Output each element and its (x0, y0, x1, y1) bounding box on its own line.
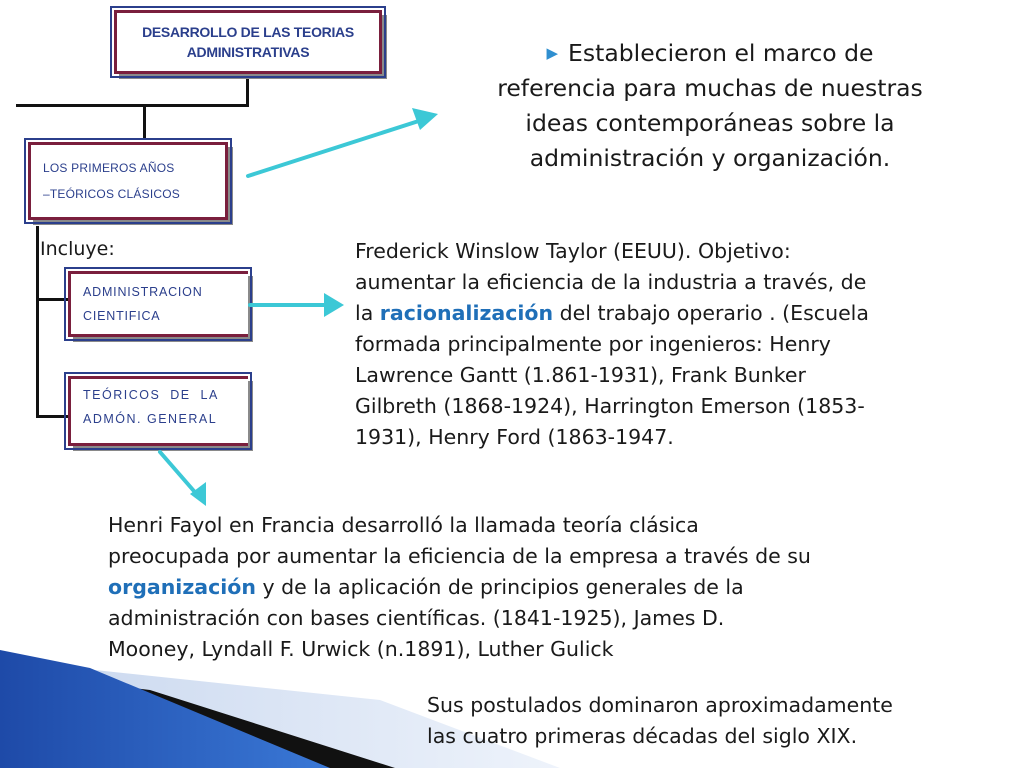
arrow-to-bullet (248, 118, 428, 176)
general-box-line2: ADMÓN. GENERAL (83, 412, 218, 426)
taylor-line3 (355, 298, 1015, 329)
title-box-line2: ADMINISTRATIVAS (186, 44, 310, 60)
taylor-line1: Frederick Winslow Taylor (EEUU). Objetivo: (355, 239, 791, 263)
taylor-line6: Gilbreth (1868-1924), Harrington Emerson (1853- (355, 394, 865, 418)
bullet-line1 (440, 36, 980, 71)
fayol-line3-post: y de la aplicación de principios generales de la (255, 575, 744, 599)
includes-label: Incluye: (40, 238, 115, 260)
bullet-line2: referencia para muchas de nuestras (497, 74, 923, 102)
science-box-line2: CIENTIFICA (83, 309, 161, 323)
highlight-organizacion: organización (108, 575, 256, 599)
arrowhead-to-bullet (412, 108, 438, 130)
early-box-line2: –TEÓRICOS CLÁSICOS (43, 187, 180, 201)
arrowhead-to-taylor (324, 293, 344, 317)
fayol-line4: administración con bases científicas. (1841-1925), James D. (108, 606, 725, 630)
highlight-racionalizacion: racionalización (379, 301, 554, 325)
taylor-line4: formada principalmente por ingenieros: Henry (355, 332, 831, 356)
taylor-line7: 1931), Henry Ford (1863-1947. (355, 425, 674, 449)
taylor-line3-post: del trabajo operario . (Escuela (553, 301, 869, 325)
footer-line1: Sus postulados dominaron aproximadamente (427, 693, 893, 717)
fayol-line5: Mooney, Lyndall F. Urwick (n.1891), Luther Gulick (108, 637, 614, 661)
title-box-line1: DESARROLLO DE LAS TEORIAS (142, 24, 354, 40)
fayol-line1: Henri Fayol en Francia desarrolló la llamada teoría clásica (108, 513, 699, 537)
fayol-line2: preocupada por aumentar la eficiencia de la empresa a través de su (108, 544, 811, 568)
bullet-paragraph (440, 36, 980, 176)
bullet-line1-text: Establecieron el marco de (568, 39, 874, 67)
footer-line2: las cuatro primeras décadas del siglo XIX. (427, 724, 858, 748)
early-box-line1: LOS PRIMEROS AÑOS (43, 161, 175, 175)
general-box-line1: TEÓRICOS DE LA (83, 388, 219, 402)
bullet-line4: administración y organización. (529, 144, 891, 172)
footer-paragraph (427, 690, 1017, 752)
taylor-line5: Lawrence Gantt (1.861-1931), Frank Bunker (355, 363, 806, 387)
science-box-line1: ADMINISTRACION (83, 285, 203, 299)
triangle-right-icon: ▶ (546, 44, 559, 62)
fayol-paragraph (108, 510, 1013, 665)
taylor-line2: aumentar la eficiencia de la industria a través, de (355, 270, 867, 294)
arrowhead-to-fayol (190, 482, 206, 506)
taylor-paragraph (355, 236, 1015, 453)
bullet-line3: ideas contemporáneas sobre la (525, 109, 895, 137)
taylor-line3-pre: la (355, 301, 380, 325)
fayol-line3 (108, 572, 1013, 603)
